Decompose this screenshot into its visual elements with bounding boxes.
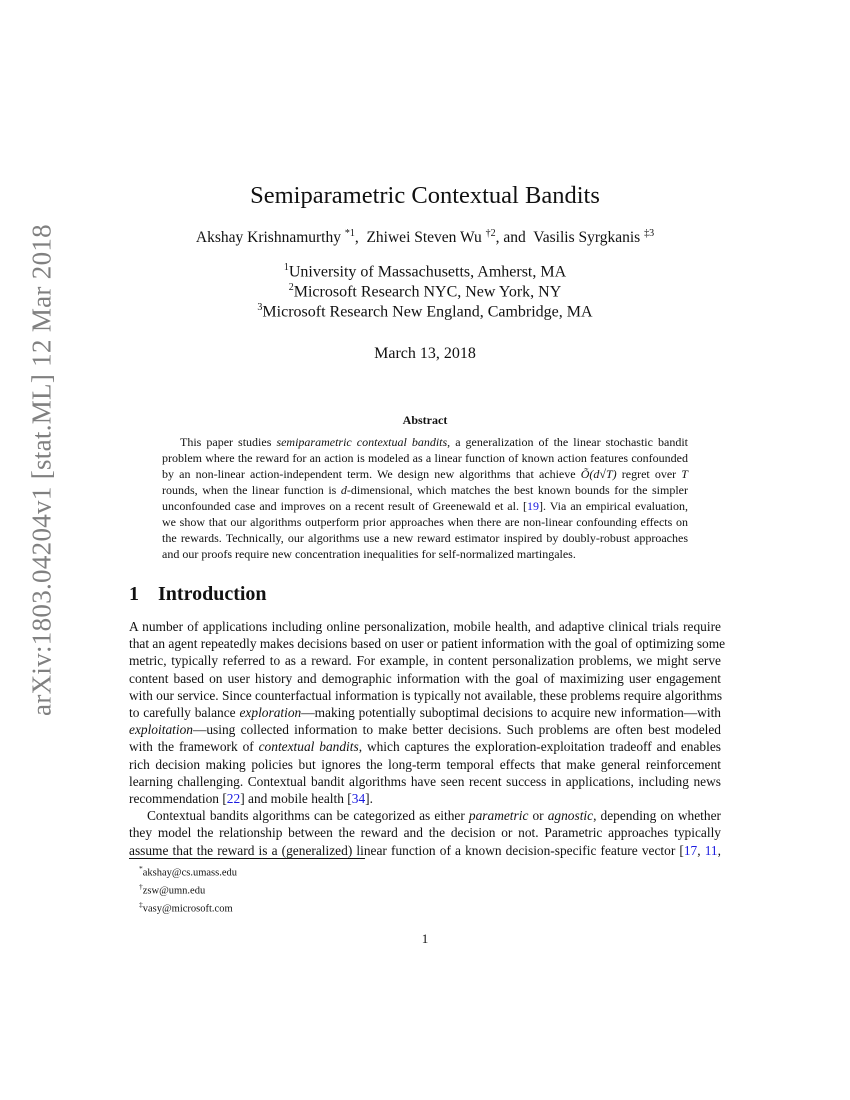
footnote-email: zsw@umn.edu [142, 885, 206, 897]
affiliation-number: 3 [257, 302, 263, 313]
text-line: by an non-linear action-independent term. We design new algorithms that achieve Õ(d√T) regret over T [162, 467, 688, 481]
text-line: recommendation [22] and mobile health [34]. [129, 791, 373, 807]
text-line: the rewards. Technically, our algorithms use a new reward estimator inspired by doubly-robust approaches [162, 531, 688, 545]
affiliation [0, 302, 850, 321]
abstract-body [162, 434, 688, 562]
author-separator: , and [495, 229, 534, 247]
author-mark: ‡3 [644, 228, 655, 239]
affiliation [0, 262, 850, 281]
citation-link[interactable]: 19 [526, 499, 539, 513]
text-line: learning challenging. Contextual bandit algorithms have seen recent success in applications, including news [129, 773, 721, 789]
footnote [139, 862, 237, 880]
text-line: This paper studies semiparametric contextual bandits, a generalization of the linear stochastic bandit [180, 435, 688, 449]
text-line: with the framework of contextual bandits, which captures the exploration-exploitation tradeoff and enables [129, 739, 721, 755]
page-number: 1 [421, 931, 429, 946]
affiliation [0, 282, 850, 301]
footnote-email: vasy@microsoft.com [142, 903, 233, 915]
affiliation-number: 2 [288, 282, 294, 293]
author-name: Akshay Krishnamurthy [195, 229, 341, 247]
introduction-body [129, 618, 726, 859]
text-line: metric, typically referred to as a reward. For example, in content personalization problems, we might serve [129, 653, 721, 669]
footnote-mark: * [139, 864, 143, 873]
footnote-email: akshay@cs.umass.edu [142, 867, 237, 879]
citation-link[interactable]: 22 [226, 791, 241, 807]
text-line: A number of applications including online personalization, mobile health, and adaptive clinical trials require [129, 619, 721, 634]
author-name: Zhiwei Steven Wu [366, 229, 482, 247]
footnote-rule [129, 858, 365, 859]
arxiv-identifier: arXiv:1803.04204v1 [stat.ML] 12 Mar 2018 [26, 224, 57, 716]
text-line: problem where the reward for an action is modeled as a linear function of known action features confounded [162, 451, 688, 465]
text-line: rich decision making policies but ignores the long-term temporal effects that make general reinforcement [129, 756, 721, 772]
footnote [139, 880, 237, 898]
author-mark: †2 [485, 228, 496, 239]
text-line: they model the relationship between the reward and the decision or not. Parametric approaches typically [129, 825, 721, 841]
footnotes [139, 862, 237, 916]
text-line: we show that our algorithms outperform prior approaches when there are non-linear confounding effects on [162, 515, 688, 529]
text-line: Contextual bandits algorithms can be categorized as either parametric or agnostic, depending on whether [147, 808, 721, 824]
citation-link[interactable]: 11 [704, 842, 718, 858]
affiliation-number: 1 [283, 262, 289, 273]
footnote-mark: † [139, 882, 143, 891]
text-line: to carefully balance exploration—making potentially suboptimal decisions to acquire new information—with [129, 705, 721, 721]
text-line: unconfounded case and improves on a recent result of Greenewald et al. [19]. Via an empirical evaluation, [162, 499, 688, 513]
author-name: Vasilis Syrgkanis [533, 229, 641, 247]
text-line: assume that the reward is a (generalized) linear function of a known decision-specific feature vector [17, 11, [129, 842, 721, 858]
affiliation-text: Microsoft Research New England, Cambridge, MA [262, 303, 593, 321]
section-number: 1 [129, 583, 139, 605]
abstract-heading: Abstract [402, 413, 448, 427]
paper-title: Semiparametric Contextual Bandits [250, 182, 600, 209]
citation-link[interactable]: 34 [351, 791, 366, 807]
text-line: content based on user history and demographic information with the goal of maximizing user engagement [129, 670, 721, 686]
text-line: that an agent repeatedly makes decisions based on user or patient information with the goal of optimizing some [129, 636, 726, 652]
section-heading [129, 583, 267, 606]
affiliation-text: Microsoft Research NYC, New York, NY [293, 283, 562, 301]
citation-link[interactable]: 17 [683, 842, 698, 858]
affiliation-text: University of Massachusetts, Amherst, MA [288, 263, 567, 281]
text-line: and our proofs require new concentration inequalities for self-normalized martingales. [162, 547, 576, 561]
footnote [139, 898, 237, 916]
footnote-mark: ‡ [139, 900, 143, 909]
author-mark: *1 [344, 228, 355, 239]
author-list [0, 228, 850, 247]
text-line: exploitation—using collected information to make better decisions. Such problems are often best modeled [129, 722, 721, 738]
paper-date: March 13, 2018 [374, 345, 476, 362]
author-separator: , [354, 229, 367, 247]
text-line: rounds, when the linear function is d-dimensional, which matches the best known bounds for the simpler [162, 483, 688, 497]
text-line: with our service. Since counterfactual information is typically not available, these problems require algorithms [129, 687, 723, 703]
section-title: Introduction [158, 583, 267, 605]
